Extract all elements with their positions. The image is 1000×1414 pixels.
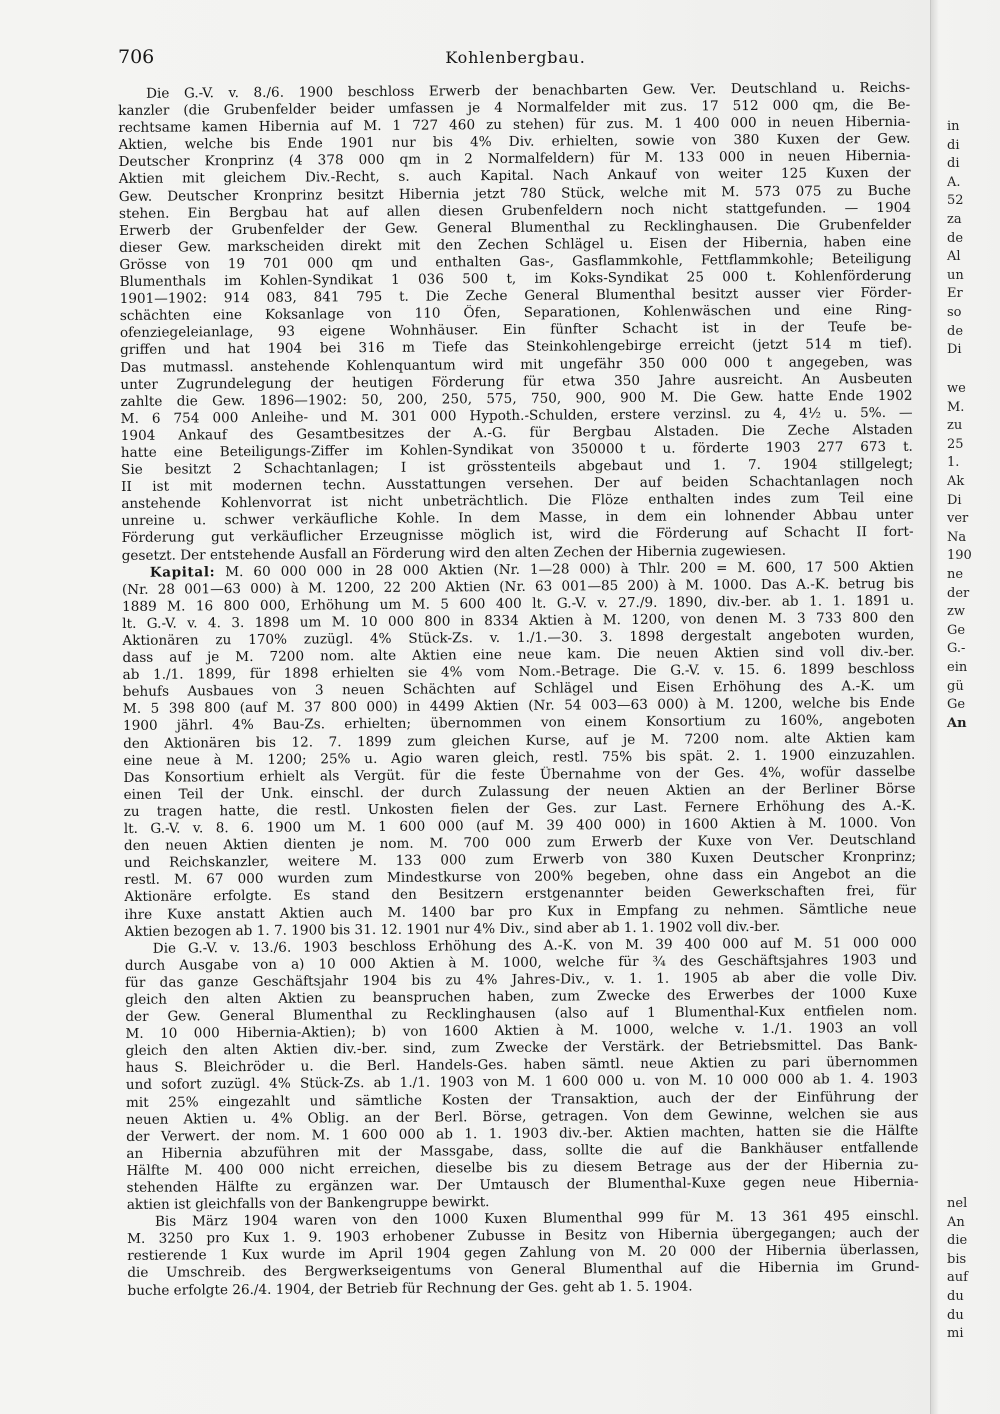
text-line-rest: M. 60 000 000 in 28 000 Aktien (Nr. 1—28 000) à Thlr. 200 = M. 600, 17 500 Aktien (215, 558, 914, 580)
text-line: Erwerb der Grubenfelder der Gew. General Blumenthal zu Recklinghausen. Die Grubenfelder (119, 216, 912, 239)
text-line: durch Ausgabe von a) 10 000 Aktien à M. 1000, welche für ¾ des Geschäftsjahres 1903 und (124, 951, 917, 974)
text-line: Sie besitzt 2 Schachtanlagen; I ist grösstenteils abgebaut und 1. 7. 1904 stillgelegt; (120, 455, 914, 479)
text-line: Aktionäre erfolgte. Es stand den Besitzern erstgenannter beiden Gewerkschaften frei, für (124, 883, 917, 906)
margin-fragment: 1. (947, 455, 960, 471)
margin-fragment: A. (947, 174, 961, 190)
text-line: ab 1./1. 1899, für 1898 erhielten sie 4% vom Nom.-Betrage. Die G.-V. v. 15. 6. 1899 beschloss (122, 660, 915, 684)
text-line: gleich den alten Aktien zu beanspruchen haben, zum Zwecke des Erwerbes der 1000 Kuxe (125, 985, 918, 1008)
margin-fragment: Di (947, 342, 962, 358)
text-line: Gew. Deutscher Kronprinz besitzt Hibernia jetzt 780 Stück, welche mit M. 573 075 zu Buche (118, 182, 911, 205)
text-line: den neuen Aktien dienten je nom. M. 700 000 zum Erwerb der Kuxe von Ver. Deutschland (123, 831, 917, 855)
text-line: 1901—1902: 914 083, 841 795 t. Die Zeche General Blumenthal besitzt ausser vier Förder- (119, 284, 912, 308)
adjacent-page-edge (930, 0, 1000, 1414)
text-line: der Gew. General Blumenthal zu Recklinghausen (also auf 1 Blumenthal-Kux entfielen nom. (125, 1002, 918, 1026)
text-line: und sofort zuzügl. 4% Stück-Zs. ab 1./1. 1903 von M. 1 600 000 u. von M. 10 000 000 ab 1. 4. 1903 (125, 1071, 918, 1094)
text-line: dieser Gew. markscheiden direkt mit den Zechen Schlägel u. Eisen der Hibernia, haben eine (119, 233, 912, 256)
text-line: zu tragen hatte, die restl. Unkosten fielen der Ges. zur Last. Fernere Erhöhung des A.-K. (123, 797, 916, 820)
text-line: M. 5 398 800 (auf M. 37 800 000) in 4499 Aktien (Nr. 54 003—63 000) à M. 1200, welche bis Ende (122, 695, 915, 718)
margin-fragment: zw (947, 604, 965, 620)
text-line: einen Teil der Unk. einschl. der durch Zulassung der neuen Aktien an der Berliner Börse (123, 780, 916, 803)
margin-fragment: di (947, 137, 960, 153)
text-line: eine neue à M. 1200; 25% u. Agio waren gleich, restl. 75% bis spät. 2. 1. 1900 einzuzahlen. (123, 746, 916, 769)
text-line: restl. M. 67 000 wurden zum Mindestkurse von 200% begeben, ohne dass ein Angebot an die (124, 866, 917, 889)
text-line: gleich den alten Aktien div.-ber. sind, zum Zwecke der Verstärk. der Betriebsmittel. Das Bank- (125, 1037, 918, 1060)
text-line: Grösse von 19 701 000 qm und enthalten Gas-, Gasflammkohle, Fettflammkohle; Beteiligung (119, 250, 912, 273)
margin-fragment: 25 (947, 436, 964, 452)
text-line: ihre Kuxe anstatt Aktien auch M. 1400 bar pro Kux in Empfang zu nehmen. Sämtliche neue (124, 900, 917, 923)
text-line: gesetzt. Der entstehende Ausfall an Förderung wird den alten Zechen der Hibernia zugewiesen. (121, 542, 787, 564)
margin-fragment: ein (947, 660, 968, 675)
text-line: stehenden Hälfte zu ergänzen war. Der Umtausch der Blumenthal-Kuxe gegen neue Hibernia- (126, 1173, 919, 1196)
margin-fragment: gü (947, 678, 964, 694)
text-line: Die G.-V. v. 8./6. 1900 beschloss Erwerb der benachbarten Gew. Ver. Deutschland u. Reichs- (145, 79, 911, 102)
text-line: Das mutmassl. anstehende Kohlenquantum wird mit ungefähr 350 000 000 t angegeben, was (120, 353, 913, 376)
text-line: an Hibernia abzuführen mit der Massgabe, dass, sollte die auf die Bankhäuser entfallende (126, 1139, 919, 1162)
margin-fragment: we (947, 381, 966, 396)
running-title: Kohlenbergbau. (445, 48, 586, 67)
text-line: aktien ist gleichfalls von der Bankengruppe bewirkt. (126, 1194, 490, 1214)
text-line: rechtsame kamen Hibernia auf M. 1 727 460 zu stehen) für zus. M. 1 400 000 in neuen Hibernia- (118, 113, 911, 137)
text-line: hatte eine Beteiligungs-Ziffer im Kohlen-Syndikat von 350000 t u. förderte 1903 277 673 t. (120, 438, 913, 461)
text-line: anstehende Kohlenvorrat ist nicht unbeträchtlich. Die Flöze enthalten indes zum Teil eine (121, 490, 914, 513)
text-line: Hälfte M. 400 000 nicht erreichen, dieselbe bis zu diesem Betrage aus der der Hibernia zu- (126, 1156, 919, 1179)
text-line: Das Konsortium erhielt als Vergüt. für die feste Übernahme von der Ges. 4%, wofür dasselbe (123, 763, 916, 786)
margin-fragment: die (947, 1233, 968, 1249)
text-line: M. 10 000 Hibernia-Aktien); b) von 1600 Aktien à M. 1000, welche v. 1./1. 1903 an voll (125, 1019, 918, 1043)
text-line: restierende 1 Kux wurde im April 1904 gegen Zahlung von M. 20 000 der Hibernia überlassen, (127, 1242, 920, 1265)
margin-fragment: un (947, 267, 964, 283)
margin-fragment: mi (947, 1326, 964, 1342)
margin-fragment: der (947, 585, 970, 601)
margin-fragment: auf (947, 1270, 968, 1286)
margin-fragment: Ge (947, 697, 966, 713)
text-line: griffen und hat 1904 bei 316 m Tiefe das Steinkohlengebirge erreicht (jetzt 514 m tief). (120, 336, 913, 359)
margin-fragment: Er (947, 286, 963, 302)
main-text-column (118, 80, 920, 1300)
paragraph (125, 934, 919, 1214)
text-line: 1900 jährl. 4% Bau-Zs. erhielten; übernommen von einem Konsortium zu 160%, angeboten (122, 712, 916, 735)
text-line: ofenziegeleianlage, 93 eigene Wohnhäuser. Ein fünfter Schacht ist in der Teufe be- (119, 319, 912, 342)
margin-fragment: de (947, 323, 964, 339)
text-line: Deutscher Kronprinz (4 378 000 qm in 2 Normalfeldern) für M. 133 000 in neuen Hibernia- (118, 148, 911, 171)
margin-fragment: so (947, 305, 962, 320)
text-line: den Aktionären bis 12. 7. 1899 zum gleichen Kurse, auf je M. 7200 nom. alte Aktien kam (123, 729, 916, 752)
text-line: Aktien, welche bis Ende 1901 nur bis 4% Div. erhielten, sowie von 380 Kuxen der Gew. (118, 131, 911, 154)
margin-fragment: zu (947, 418, 963, 434)
margin-fragment: G.- (947, 641, 966, 657)
text-line: lt. G.-V. v. 8. 6. 1900 um M. 1 600 000 (auf M. 39 400 000) in 1600 Aktien à M. 1000. Von (123, 814, 916, 838)
margin-fragment: Di (947, 492, 962, 508)
margin-fragment: An (947, 1214, 965, 1230)
text-line: Aktien bezogen ab 1. 7. 1900 bis 31. 12. 1901 nur 4% Div., sind aber ab 1. 1. 1902 voll div.-ber. (124, 918, 781, 940)
text-line: M. 6 754 000 Anleihe- und M. 301 000 Hypoth.-Schulden, erstere verzinsl. zu 4, 4½ u. 5%. — (120, 404, 913, 427)
text-line: haus S. Bleichröder u. die Berl. Handels-Ges. haben sämtl. neue Aktien zu pari übernommen (125, 1054, 918, 1077)
text-line: kanzler (die Grubenfelder beider umfassen je 4 Normalfelder mit zus. 17 512 000 qm, die Be- (118, 96, 911, 120)
text-line: 1904 Ankauf des Gesamtbesitzes der A.-G. für Bergbau Alstaden. Die Zeche Alstaden (120, 421, 913, 444)
margin-fragment: ver (947, 511, 969, 527)
text-line: Blumenthals im Kohlen-Syndikat 1 036 500 t, im Koks-Syndikat 25 000 t. Kohlenförderung (119, 267, 912, 291)
margin-fragment: Al (947, 249, 961, 265)
text-line: Bis März 1904 waren von den 1000 Kuxen Blumenthal 999 für M. 13 361 495 einschl. (154, 1207, 919, 1230)
section-lead: Kapital: (149, 563, 216, 581)
text-line: für das ganze Geschäftsjahr 1904 bis zu 4% Jahres-Div., v. 1. 1. 1905 ab aber die volle Div. (124, 968, 918, 991)
text-line: mit 25% eingezahlt und sämtliche Kosten der Transaktion, auch der der Einführung der (125, 1088, 919, 1111)
text-line: behufs Ausbaues von 3 neuen Schächten auf Schlägel und Eisen Erhöhung des A.-K. um (122, 678, 915, 701)
margin-fragment: de (947, 230, 964, 246)
margin-fragment: du (947, 1307, 964, 1323)
text-line: II ist mit modernen techn. Ausstattungen versehen. Der auf beiden Schachtanlagen noch (121, 472, 914, 496)
text-line: 1889 M. 16 800 000, Erhöhung um M. 5 600 400 lt. G.-V. v. 27./9. 1890, div.-ber. ab 1. 1. 1891 u. (122, 592, 915, 615)
text-line: zahlte die Gew. 1896—1902: 50, 200, 250, 575, 750, 900, 900 M. Die Gew. hatte Ende 1902 (120, 387, 913, 410)
text-line: buche erfolgte 26./4. 1904, der Betrieb für Rechnung der Ges. geht ab 1. 5. 1904. (127, 1278, 693, 1299)
margin-fragment: An (947, 715, 967, 731)
paragraph (122, 558, 917, 940)
text-line: stehen. Ein Bergbau hat auf allen diesen Grubenfeldern noch nicht stattgefunden. — 1904 (118, 199, 912, 222)
text-line: Förderung gut verkäuflicher Erzeugnisse möglich ist, wird die Förderung auf Schacht II fort- (121, 524, 914, 547)
paragraph (118, 80, 914, 565)
text-line: Aktien mit gleichem Div.-Recht, s. auch Kapital. Nach Ankauf von weiter 125 Kuxen der (118, 165, 911, 188)
margin-fragment: 52 (947, 193, 964, 209)
margin-fragment: Na (947, 529, 967, 545)
margin-fragment: Ge (947, 622, 966, 638)
margin-fragment: di (947, 156, 960, 172)
text-line: der Verwert. der nom. M. 1 600 000 ab 1. 1. 1903 div.-ber. Aktien machten, hatten sie die Hälfte (126, 1122, 919, 1145)
page-header (118, 46, 913, 72)
paragraph (127, 1208, 920, 1300)
page-number: 706 (118, 46, 155, 68)
text-line: dass auf je M. 7200 nom. alte Aktien eine neue kam. Die neuen Aktien sind voll div.-ber. (122, 643, 915, 667)
text-line: Die G.-V. v. 13./6. 1903 beschloss Erhöhung des A.-K. von M. 39 400 000 auf M. 51 000 000 (152, 934, 917, 957)
text-line: (Nr. 28 001—63 000) à M. 1200, 22 200 Aktien (Nr. 63 001—85 200) à M. 1000. Das A.-K. betrug bis (121, 575, 914, 598)
margin-fragment: za (947, 212, 962, 227)
margin-fragment: bis (947, 1251, 967, 1267)
margin-fragment: in (947, 119, 960, 134)
margin-fragment: 190 (947, 548, 972, 564)
margin-fragment: du (947, 1289, 964, 1304)
margin-fragment: ne (947, 567, 964, 582)
margin-fragment: nel (947, 1196, 968, 1211)
text-line: unreine u. schwer verkäufliche Kohle. In dem Masse, in dem ein lohnender Abbau unter (121, 507, 914, 530)
text-line: M. 3250 pro Kux 1. 9. 1903 erhobener Zubusse in Besitz von Hibernia übergegangen; auch der (126, 1225, 920, 1248)
text-line: lt. G.-V. v. 4. 3. 1898 um M. 10 000 800 in 8334 Aktien à M. 1200, von denen M. 3 733 800 den (122, 609, 915, 632)
text-line: neuen Aktien u. 4% Oblig. an der Berl. Börse, getragen. Von dem Gewinne, welchen sie aus (126, 1105, 919, 1128)
text-line: Aktionären zu 170% zuzügl. 4% Stück-Zs. v. 1./1.—30. 3. 1898 dergestalt angeboten wurden, (122, 626, 915, 649)
text-line: unter Zugrundelegung der heutigen Förderung für etwa 350 Jahre ausreicht. An Ausbeuten (120, 370, 913, 393)
margin-fragment: M. (947, 399, 965, 415)
text-line: die Umschreib. des Bergwerkseigentums von General Blumenthal auf die Hibernia im Grund- (127, 1259, 920, 1282)
text-line: und Reichskanzler, weitere M. 133 000 zum Erwerb von 380 Kuxen Deutscher Kronprinz; (124, 848, 917, 872)
text-line: schächten eine Koksanlage von 110 Öfen, Separationen, Kohlenwäschen und eine Ring- (119, 301, 912, 325)
margin-fragment: Ak (947, 474, 965, 489)
